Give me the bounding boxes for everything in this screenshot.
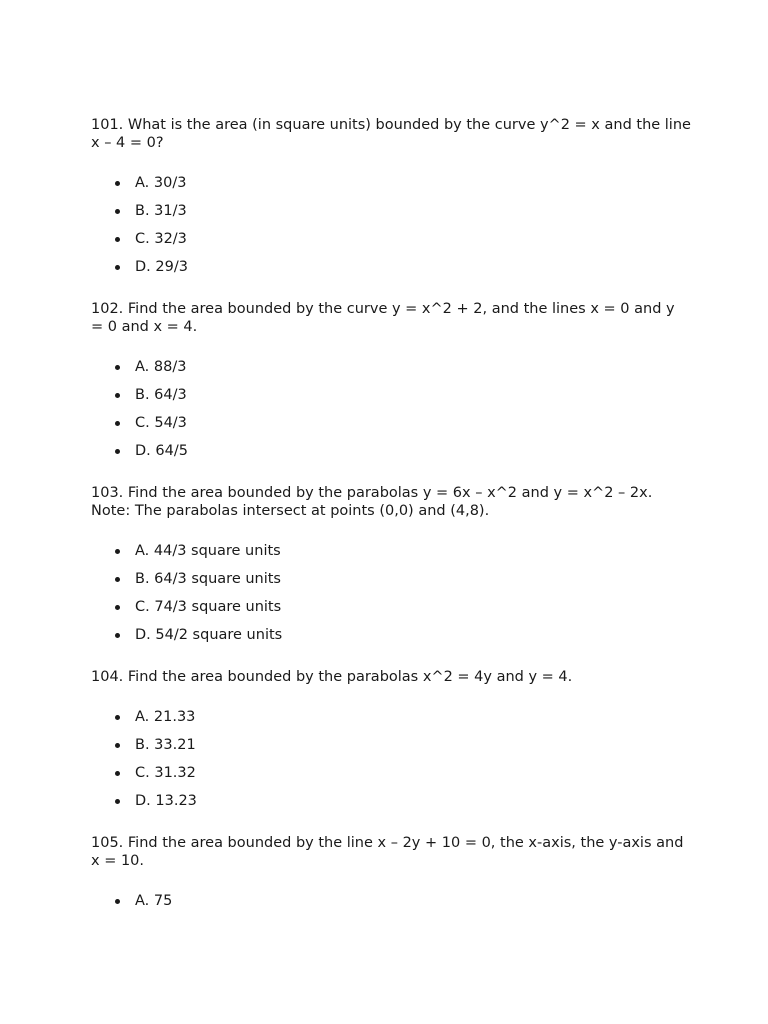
bullet-icon (115, 393, 120, 398)
option-item (91, 759, 691, 787)
option-label: B. 64/3 (135, 387, 187, 403)
bullet-icon (115, 577, 120, 582)
option-label: A. 30/3 (135, 175, 187, 191)
question-104-text: 104. Find the area bounded by the parabolas x^2 = 4y and y = 4. (91, 669, 573, 685)
bullet-icon (115, 181, 120, 186)
option-label: A. 88/3 (135, 359, 187, 375)
question-103-text: 103. Find the area bounded by the parabolas y = 6x – x^2 and y = x^2 – 2x. Note: The parabolas intersect at points (0,0) and (4,8). (91, 485, 653, 519)
option-item (91, 787, 691, 815)
question-103-options (91, 537, 691, 649)
option-label: C. 54/3 (135, 415, 187, 431)
option-label: D. 13.23 (135, 793, 197, 809)
document-page (91, 116, 691, 915)
bullet-icon (115, 549, 120, 554)
bullet-icon (115, 209, 120, 214)
option-item (91, 593, 691, 621)
option-label: B. 64/3 square units (135, 571, 281, 587)
option-label: D. 29/3 (135, 259, 188, 275)
option-label: C. 32/3 (135, 231, 187, 247)
bullet-icon (115, 265, 120, 270)
question-105-options (91, 887, 691, 915)
option-label: A. 75 (135, 893, 173, 909)
option-item (91, 565, 691, 593)
bullet-icon (115, 365, 120, 370)
bullet-icon (115, 633, 120, 638)
option-item (91, 887, 691, 915)
option-item (91, 253, 691, 281)
option-item (91, 703, 691, 731)
option-item (91, 731, 691, 759)
option-item (91, 381, 691, 409)
bullet-icon (115, 421, 120, 426)
option-item (91, 409, 691, 437)
bullet-icon (115, 715, 120, 720)
option-label: D. 54/2 square units (135, 627, 283, 643)
option-item (91, 353, 691, 381)
question-105-text: 105. Find the area bounded by the line x – 2y + 10 = 0, the x-axis, the y-axis and x = 10. (91, 835, 684, 869)
option-item (91, 225, 691, 253)
option-item (91, 437, 691, 465)
question-102-text: 102. Find the area bounded by the curve y = x^2 + 2, and the lines x = 0 and y = 0 and x = 4. (91, 301, 675, 335)
bullet-icon (115, 771, 120, 776)
option-label: C. 31.32 (135, 765, 196, 781)
option-label: B. 31/3 (135, 203, 187, 219)
question-101-text: 101. What is the area (in square units) bounded by the curve y^2 = x and the line x – 4 = 0? (91, 117, 691, 151)
bullet-icon (115, 237, 120, 242)
option-label: C. 74/3 square units (135, 599, 282, 615)
bullet-icon (115, 743, 120, 748)
option-label: B. 33.21 (135, 737, 196, 753)
bullet-icon (115, 449, 120, 454)
bullet-icon (115, 899, 120, 904)
option-item (91, 197, 691, 225)
option-item (91, 537, 691, 565)
question-104-options (91, 703, 691, 815)
bullet-icon (115, 799, 120, 804)
bullet-icon (115, 605, 120, 610)
option-label: A. 21.33 (135, 709, 196, 725)
option-label: A. 44/3 square units (135, 543, 281, 559)
option-item (91, 621, 691, 649)
question-102-options (91, 353, 691, 465)
option-item (91, 169, 691, 197)
question-101-options (91, 169, 691, 281)
option-label: D. 64/5 (135, 443, 188, 459)
